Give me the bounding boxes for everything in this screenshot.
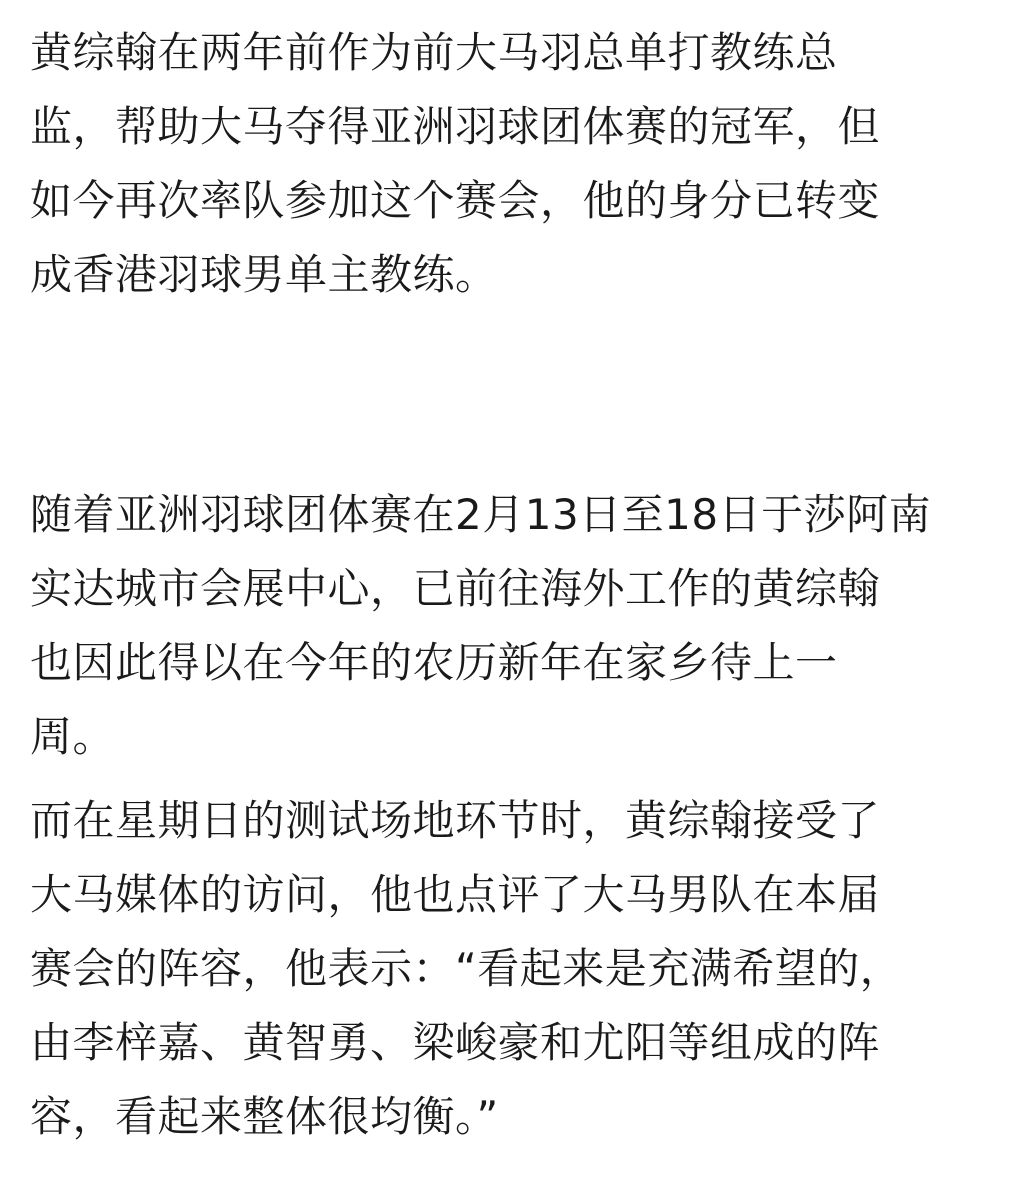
paragraph-line: 成香港羽球男单主教练。 bbox=[30, 250, 498, 299]
paragraph-line: 大马媒体的访问，他也点评了大马男队在本届 bbox=[30, 870, 881, 919]
paragraph-2 bbox=[30, 478, 990, 774]
paragraph-3 bbox=[30, 784, 990, 1154]
paragraph-line: 如今再次率队参加这个赛会，他的身分已转变 bbox=[30, 176, 881, 225]
paragraph-line: 实达城市会展中心，已前往海外工作的黄综翰 bbox=[30, 564, 881, 613]
paragraph-line: 黄综翰在两年前作为前大马羽总单打教练总 bbox=[30, 28, 838, 77]
paragraph-line: 周。 bbox=[30, 712, 116, 761]
paragraph-line: 赛会的阵容，他表示：“看起来是充满希望的， bbox=[30, 944, 903, 993]
paragraph-line: 而在星期日的测试场地环节时，黄综翰接受了 bbox=[30, 796, 881, 845]
paragraph-1 bbox=[30, 16, 990, 312]
paragraph-line: 容，看起来整体很均衡。” bbox=[30, 1092, 499, 1141]
paragraph-line: 随着亚洲羽球团体赛在2月13日至18日于莎阿南 bbox=[30, 490, 932, 539]
paragraph-line: 由李梓嘉、黄智勇、梁峻豪和尤阳等组成的阵 bbox=[30, 1018, 881, 1067]
paragraph-line: 监，帮助大马夺得亚洲羽球团体赛的冠军，但 bbox=[30, 102, 881, 151]
paragraph-line: 也因此得以在今年的农历新年在家乡待上一 bbox=[30, 638, 838, 687]
